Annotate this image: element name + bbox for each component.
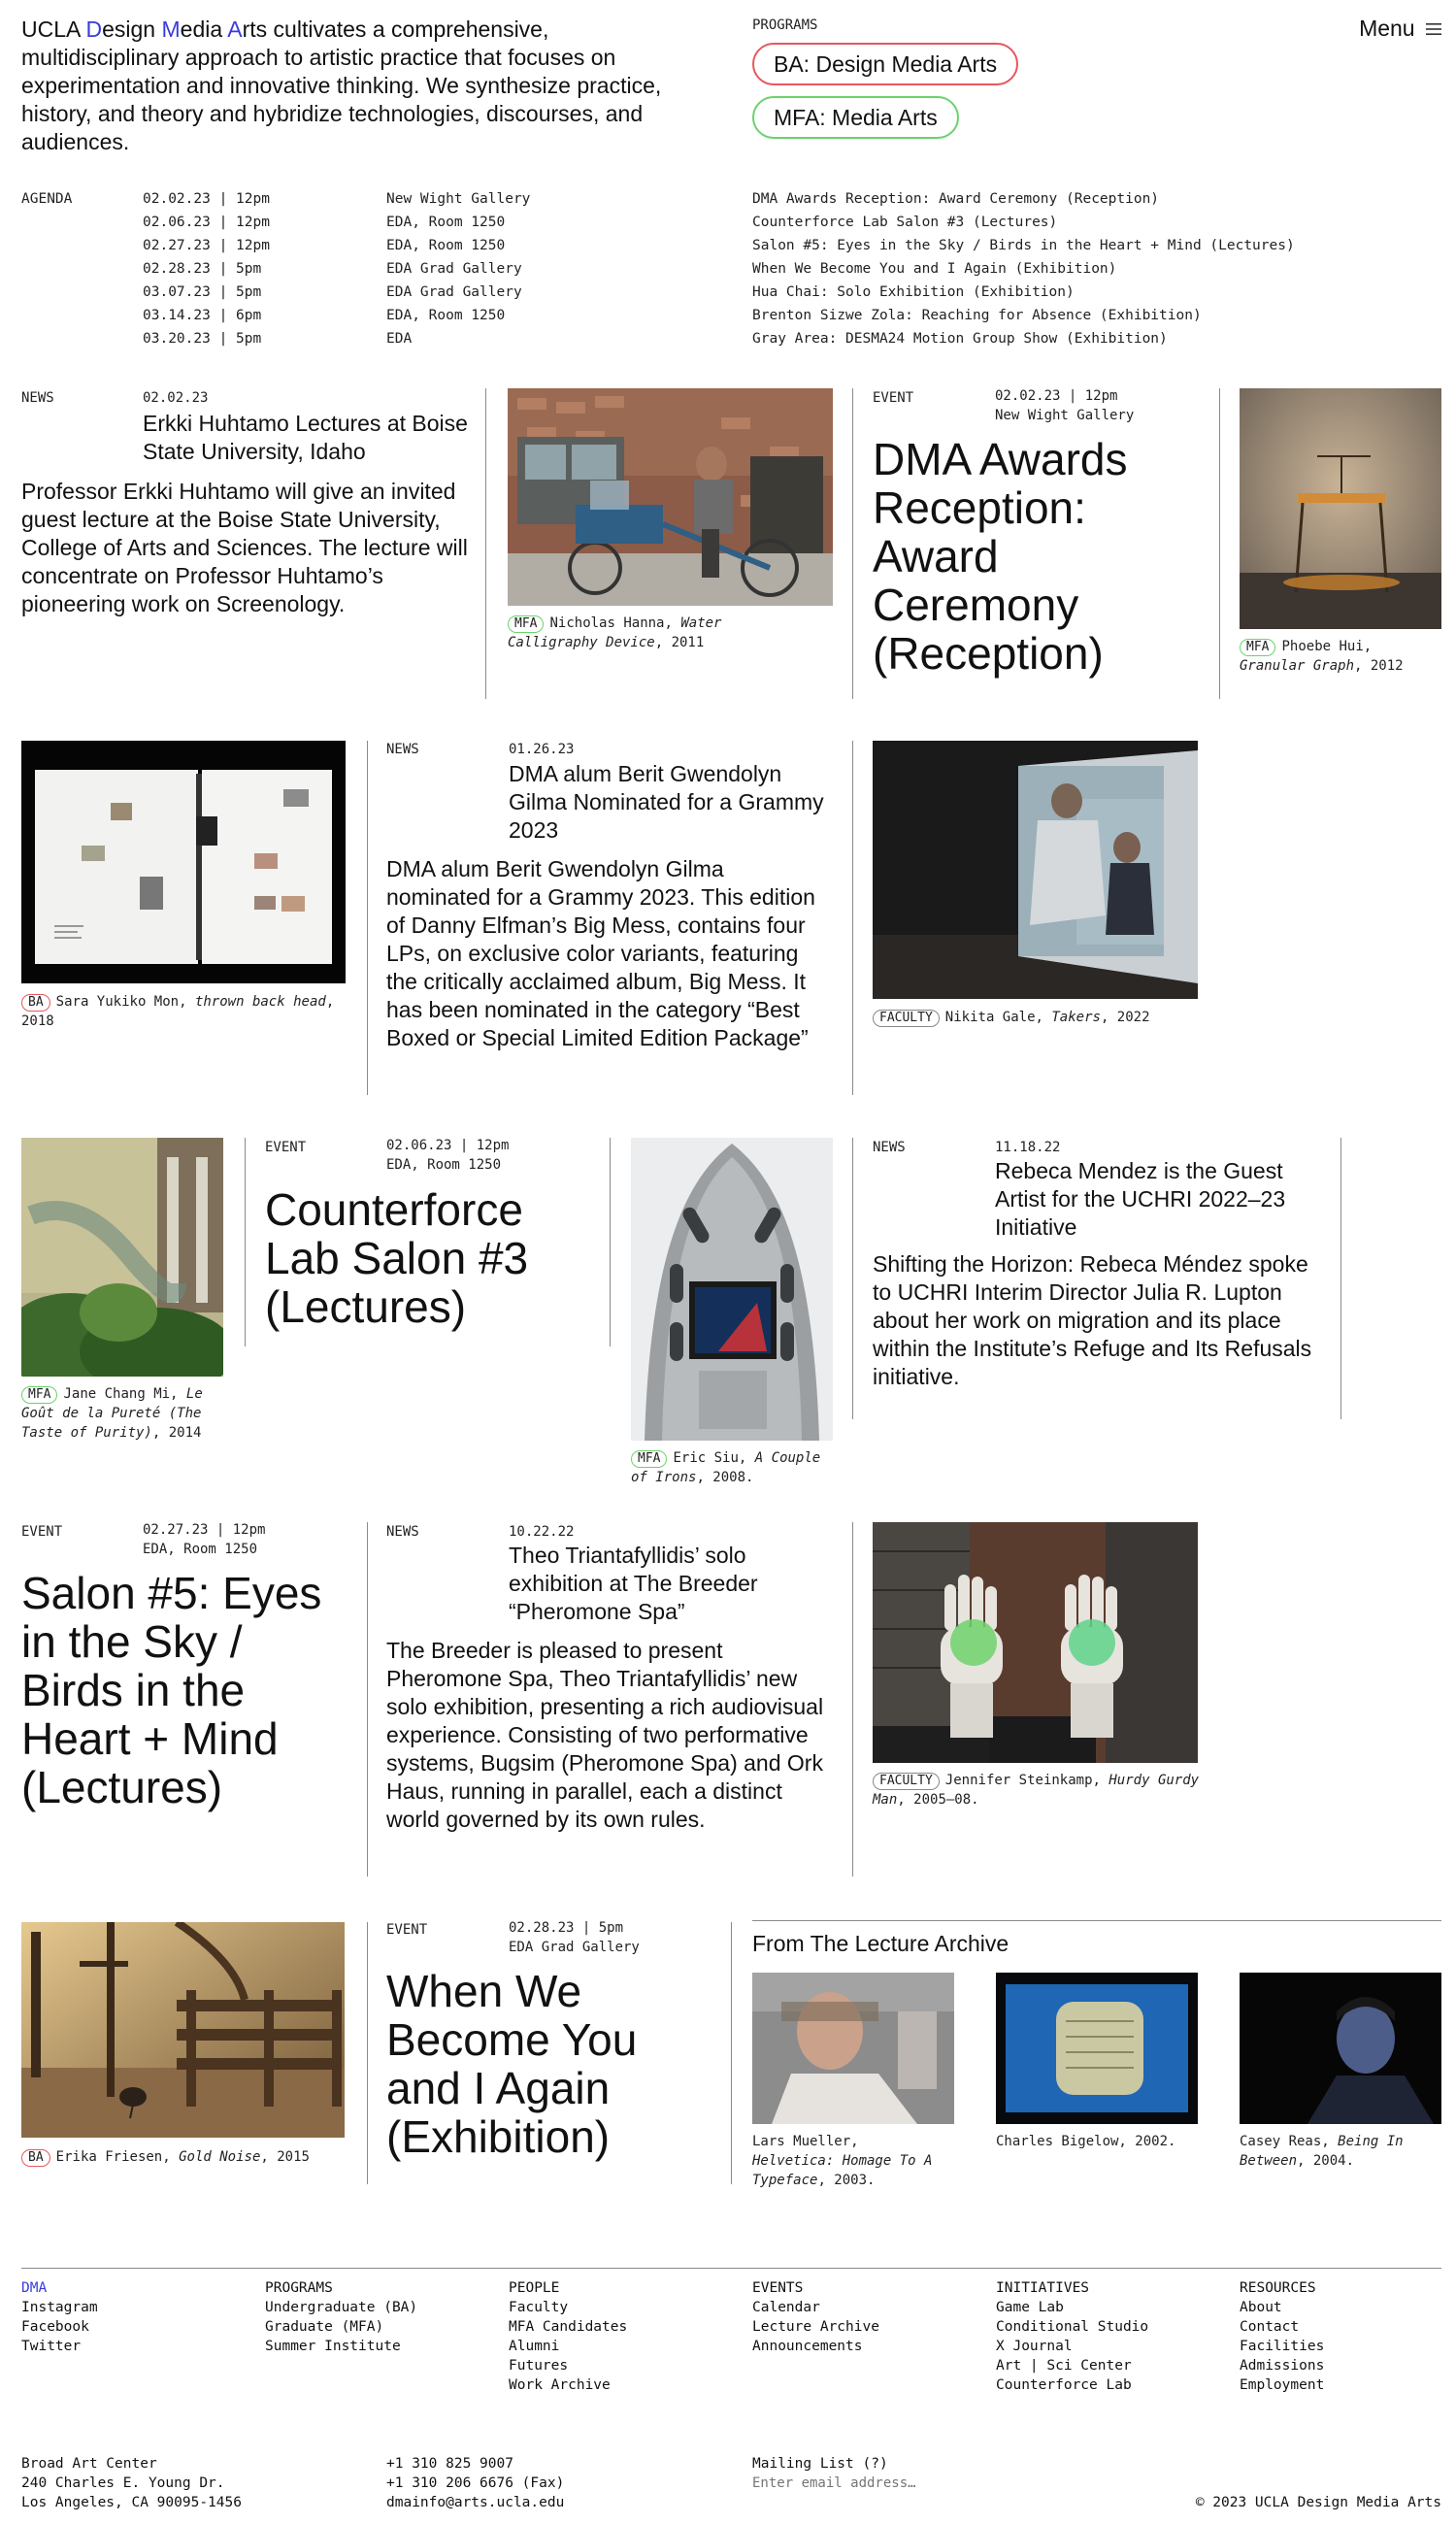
footer-link[interactable]: Conditional Studio bbox=[996, 2319, 1149, 2335]
agenda-label: AGENDA bbox=[21, 191, 73, 207]
footer-link[interactable]: Facilities bbox=[1240, 2339, 1325, 2354]
artwork-image-water-calligraphy[interactable] bbox=[508, 388, 833, 606]
divider bbox=[367, 741, 368, 1095]
news-body: Professor Erkki Huhtamo will give an invited guest lecture at the Boise State University, College of Arts and Sciences. The lecture will concentrate on Professor Huhtamo’s pioneering work on Screenology. bbox=[21, 479, 468, 616]
faculty-tag[interactable]: FACULTY bbox=[873, 1010, 940, 1027]
agenda-place: EDA Grad Gallery bbox=[386, 261, 522, 277]
lecture-caption: Lars Mueller, Helvetica: Homage To A Typeface, 2003. bbox=[752, 2134, 933, 2188]
agenda-date: 02.27.23 | 12pm bbox=[143, 238, 270, 253]
email-link[interactable]: dmainfo@arts.ucla.edu bbox=[386, 2495, 565, 2510]
phone-link[interactable]: +1 310 825 9007 bbox=[386, 2456, 513, 2472]
news-title-link[interactable]: DMA alum Berit Gwendolyn Gilma Nominated for a Grammy 2023 bbox=[509, 761, 824, 843]
footer-dma bbox=[21, 2278, 98, 2356]
divider bbox=[485, 388, 486, 699]
agenda-place: EDA, Room 1250 bbox=[386, 238, 506, 253]
lecture-thumbnail-charles-bigelow[interactable] bbox=[996, 1973, 1198, 2124]
agenda-event-link[interactable]: Salon #5: Eyes in the Sky / Birds in the Heart + Mind (Lectures) bbox=[752, 238, 1295, 253]
event-title-link[interactable]: DMA Awards Reception: Award Ceremony (Reception) bbox=[873, 434, 1128, 679]
event-label: EVENT bbox=[265, 1140, 307, 1155]
agenda-dates bbox=[143, 187, 270, 350]
event-title-link[interactable]: Salon #5: Eyes in the Sky / Birds in the Heart + Mind (Lectures) bbox=[21, 1568, 322, 1812]
footer-link[interactable]: Futures bbox=[509, 2358, 569, 2374]
agenda-date: 03.14.23 | 6pm bbox=[143, 308, 262, 323]
footer-people bbox=[509, 2278, 627, 2395]
event-date: 02.06.23 | 12pm EDA, Room 1250 bbox=[386, 1138, 510, 1173]
agenda-place: EDA, Room 1250 bbox=[386, 215, 506, 230]
footer-link[interactable]: Summer Institute bbox=[265, 2339, 401, 2354]
footer-contact bbox=[386, 2454, 564, 2512]
lecture-archive-heading[interactable]: From The Lecture Archive bbox=[752, 1931, 1009, 1956]
lecture-caption: Charles Bigelow, 2002. bbox=[996, 2134, 1176, 2149]
agenda-titles bbox=[752, 187, 1295, 350]
news-title-link[interactable]: Theo Triantafyllidis’ solo exhibition at The Breeder “Pheromone Spa” bbox=[509, 1543, 758, 1624]
artwork-image-thrown-back-head[interactable] bbox=[21, 741, 346, 983]
intro-d-letter: D bbox=[85, 17, 103, 42]
artwork-image-gold-noise[interactable] bbox=[21, 1922, 345, 2138]
mfa-tag[interactable]: MFA bbox=[21, 1386, 57, 1404]
footer-programs-heading: PROGRAMS bbox=[265, 2280, 333, 2296]
footer-link[interactable]: Announcements bbox=[752, 2339, 863, 2354]
agenda-event-link[interactable]: Counterforce Lab Salon #3 (Lectures) bbox=[752, 215, 1058, 230]
artwork-image-hurdy-gurdy-man[interactable] bbox=[873, 1522, 1198, 1763]
footer-address: Broad Art Center 240 Charles E. Young Dr. Los Angeles, CA 90095-1456 bbox=[21, 2456, 242, 2510]
divider bbox=[367, 1522, 368, 1876]
fax-number: +1 310 206 6676 (Fax) bbox=[386, 2475, 565, 2491]
copyright: © 2023 UCLA Design Media Arts bbox=[1195, 2495, 1441, 2510]
divider bbox=[1219, 388, 1220, 699]
agenda-place: EDA Grad Gallery bbox=[386, 284, 522, 300]
mfa-tag[interactable]: MFA bbox=[508, 615, 544, 633]
artwork-caption: FACULTY Jennifer Steinkamp, Hurdy Gurdy Man, 2005–08. bbox=[873, 1773, 1200, 1808]
news-title-link[interactable]: Rebeca Mendez is the Guest Artist for the UCHRI 2022–23 Initiative bbox=[995, 1158, 1286, 1240]
footer-link[interactable]: Counterforce Lab bbox=[996, 2377, 1132, 2393]
lecture-thumbnail-casey-reas[interactable] bbox=[1240, 1973, 1441, 2124]
news-date: 11.18.22 bbox=[995, 1140, 1061, 1155]
footer-initiatives bbox=[996, 2278, 1148, 2395]
artwork-caption: FACULTY Nikita Gale, Takers, 2022 bbox=[873, 1008, 1203, 1027]
footer-link[interactable]: Game Lab bbox=[996, 2300, 1064, 2315]
agenda-date: 02.06.23 | 12pm bbox=[143, 215, 270, 230]
agenda-place: New Wight Gallery bbox=[386, 191, 531, 207]
divider bbox=[1340, 1138, 1341, 1419]
artwork-caption: MFA Eric Siu, A Couple of Irons, 2008. bbox=[631, 1450, 821, 1485]
divider bbox=[752, 1920, 1441, 1921]
divider bbox=[852, 388, 853, 699]
footer-link[interactable]: X Journal bbox=[996, 2339, 1073, 2354]
footer-events-heading: EVENTS bbox=[752, 2280, 804, 2296]
artwork-image-takers[interactable] bbox=[873, 741, 1198, 999]
artwork-image-granular-graph[interactable] bbox=[1240, 388, 1441, 629]
footer-divider bbox=[21, 2268, 1441, 2269]
footer-link[interactable]: Contact bbox=[1240, 2319, 1300, 2335]
footer-resources bbox=[1240, 2278, 1324, 2395]
footer-link[interactable]: Faculty bbox=[509, 2300, 569, 2315]
divider bbox=[852, 741, 853, 1095]
divider bbox=[852, 1522, 853, 1876]
agenda-event-link[interactable]: Brenton Sizwe Zola: Reaching for Absence (Exhibition) bbox=[752, 308, 1202, 323]
intro-statement: UCLA Design Media Arts cultivates a comprehensive, multidisciplinary approach to artistic practice that focuses on experimentation and innovative thinking. We synthesize practice, history, and theory and hybridize technologies, discourses, and audiences. bbox=[21, 17, 662, 154]
agenda-place: EDA bbox=[386, 331, 413, 347]
divider bbox=[852, 1138, 853, 1419]
artwork-image-couple-of-irons[interactable] bbox=[631, 1138, 833, 1441]
mfa-tag[interactable]: MFA bbox=[1240, 639, 1275, 656]
lecture-thumbnail-lars-mueller[interactable] bbox=[752, 1973, 954, 2124]
news-body: The Breeder is pleased to present Pheromone Spa, Theo Triantafyllidis’ new solo exhibition, presenting a rich audiovisual experience. Consisting of two performative systems, Bugsim (Pheromone Spa) and Ork Haus, running in parallel, each a distinct world governed by its own rules. bbox=[386, 1638, 824, 1832]
footer-link[interactable]: Undergraduate (BA) bbox=[265, 2300, 418, 2315]
news-body: DMA alum Berit Gwendolyn Gilma nominated for a Grammy 2023. This edition of Danny Elfman’s Big Mess, contains four LPs, on exclusive color variants, featuring the critically acclaimed album, Big Mess. It has been nominated in the category “Best Boxed or Special Limited Edition Package” bbox=[386, 856, 815, 1050]
menu-button[interactable] bbox=[1359, 16, 1442, 43]
footer-link[interactable]: Alumni bbox=[509, 2339, 560, 2354]
ba-tag[interactable]: BA bbox=[21, 994, 50, 1012]
news-label: NEWS bbox=[873, 1140, 906, 1155]
footer-events bbox=[752, 2278, 879, 2356]
agenda-place: EDA, Room 1250 bbox=[386, 308, 506, 323]
footer-initiatives-heading: INITIATIVES bbox=[996, 2280, 1090, 2296]
footer-resources-heading: RESOURCES bbox=[1240, 2280, 1316, 2296]
footer-programs bbox=[265, 2278, 417, 2356]
footer-link[interactable]: Work Archive bbox=[509, 2377, 611, 2393]
artwork-caption: BA Sara Yukiko Mon, thrown back head, 2018 bbox=[21, 994, 335, 1029]
artwork-caption: MFA Phoebe Hui, Granular Graph, 2012 bbox=[1240, 639, 1404, 674]
agenda-date: 02.28.23 | 5pm bbox=[143, 261, 262, 277]
agenda-date: 02.02.23 | 12pm bbox=[143, 191, 270, 207]
news-body: Shifting the Horizon: Rebeca Méndez spoke to UCHRI Interim Director Julia R. Lupton about her work on migration and its place within the Institute’s Refuge and Its Refusals initiative. bbox=[873, 1251, 1312, 1389]
footer-link[interactable]: About bbox=[1240, 2300, 1282, 2315]
news-date: 01.26.23 bbox=[509, 742, 575, 757]
intro-a-letter: A bbox=[227, 17, 243, 42]
news-date: 10.22.22 bbox=[509, 1524, 575, 1540]
faculty-tag[interactable]: FACULTY bbox=[873, 1773, 940, 1790]
agenda-date: 03.07.23 | 5pm bbox=[143, 284, 262, 300]
footer-link-instagram[interactable]: Instagram bbox=[21, 2300, 98, 2315]
ba-tag[interactable]: BA bbox=[21, 2149, 50, 2167]
event-date: 02.27.23 | 12pm EDA, Room 1250 bbox=[143, 1522, 266, 1557]
lecture-caption: Casey Reas, Being In Between, 2004. bbox=[1240, 2134, 1404, 2169]
event-title-link[interactable]: When We Become You and I Again (Exhibition) bbox=[386, 1966, 638, 2162]
divider bbox=[245, 1138, 246, 1346]
footer-link[interactable]: Admissions bbox=[1240, 2358, 1325, 2374]
footer-link[interactable]: Graduate (MFA) bbox=[265, 2319, 384, 2335]
agenda-event-link[interactable]: DMA Awards Reception: Award Ceremony (Reception) bbox=[752, 191, 1160, 207]
footer-mailing-list bbox=[752, 2454, 1005, 2493]
footer-dma-heading[interactable]: DMA bbox=[21, 2280, 48, 2296]
mailing-list-label[interactable]: Mailing List (?) bbox=[752, 2456, 888, 2472]
artwork-image-le-gout-de-la-purete[interactable] bbox=[21, 1138, 223, 1377]
ba-program-button[interactable]: BA: Design Media Arts bbox=[752, 43, 1018, 85]
artwork-caption: MFA Jane Chang Mi, Le Goût de la Pureté (The Taste of Purity), 2014 bbox=[21, 1386, 203, 1441]
divider bbox=[610, 1138, 611, 1346]
news-title-link[interactable]: Erkki Huhtamo Lectures at Boise State University, Idaho bbox=[143, 411, 468, 464]
footer-people-heading: PEOPLE bbox=[509, 2280, 560, 2296]
event-label: EVENT bbox=[21, 1524, 63, 1540]
news-date: 02.02.23 bbox=[143, 390, 209, 406]
divider bbox=[367, 1922, 368, 2184]
agenda-places bbox=[386, 187, 530, 350]
news-label: NEWS bbox=[21, 390, 54, 406]
footer-link-facebook[interactable]: Facebook bbox=[21, 2319, 89, 2335]
event-title-link[interactable]: Counterforce Lab Salon #3 (Lectures) bbox=[265, 1184, 529, 1332]
hamburger-icon bbox=[1425, 17, 1442, 43]
event-label: EVENT bbox=[873, 390, 914, 406]
mfa-tag[interactable]: MFA bbox=[631, 1450, 667, 1468]
footer-link[interactable]: Art | Sci Center bbox=[996, 2358, 1132, 2374]
divider bbox=[731, 1922, 732, 2184]
footer-link[interactable]: Employment bbox=[1240, 2377, 1325, 2393]
event-date: 02.02.23 | 12pm New Wight Gallery bbox=[995, 388, 1135, 423]
news-label: NEWS bbox=[386, 742, 419, 757]
agenda-date: 03.20.23 | 5pm bbox=[143, 331, 262, 347]
intro-m-letter: M bbox=[161, 17, 181, 42]
programs-label: PROGRAMS bbox=[752, 17, 818, 33]
agenda-event-link[interactable]: When We Become You and I Again (Exhibition) bbox=[752, 261, 1117, 277]
mailing-list-email-input[interactable] bbox=[752, 2475, 1005, 2491]
footer-link[interactable]: Calendar bbox=[752, 2300, 820, 2315]
agenda-event-link[interactable]: Gray Area: DESMA24 Motion Group Show (Exhibition) bbox=[752, 331, 1168, 347]
footer-link[interactable]: Lecture Archive bbox=[752, 2319, 879, 2335]
agenda-event-link[interactable]: Hua Chai: Solo Exhibition (Exhibition) bbox=[752, 284, 1075, 300]
footer-link[interactable]: MFA Candidates bbox=[509, 2319, 628, 2335]
event-date: 02.28.23 | 5pm EDA Grad Gallery bbox=[509, 1920, 640, 1955]
event-label: EVENT bbox=[386, 1922, 428, 1938]
artwork-caption: MFA Nicholas Hanna, Water Calligraphy Device, 2011 bbox=[508, 615, 722, 650]
news-label: NEWS bbox=[386, 1524, 419, 1540]
artwork-caption: BA Erika Friesen, Gold Noise, 2015 bbox=[21, 2147, 351, 2167]
footer-link-twitter[interactable]: Twitter bbox=[21, 2339, 82, 2354]
mfa-program-button[interactable]: MFA: Media Arts bbox=[752, 96, 959, 139]
menu-label: Menu bbox=[1359, 16, 1415, 41]
